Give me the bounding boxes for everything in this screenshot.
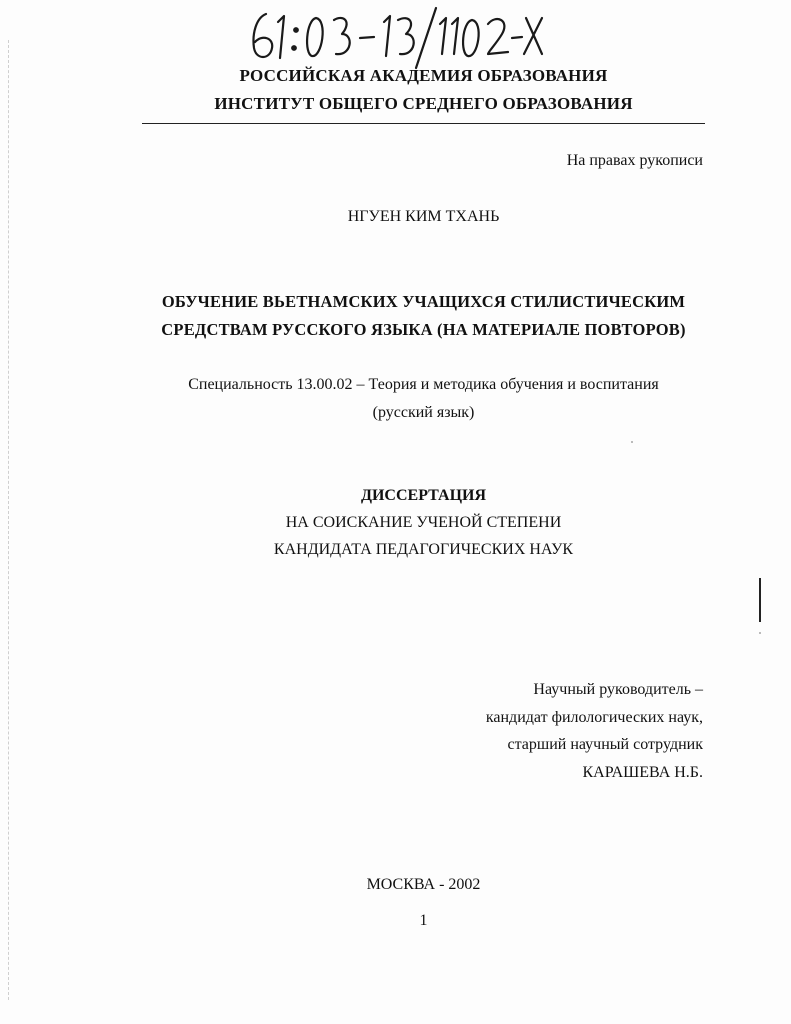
- supervisor-position: старший научный сотрудник: [507, 736, 703, 753]
- scan-dot: [759, 632, 761, 634]
- supervisor-name: КАРАШЕВА Н.Б.: [582, 764, 703, 781]
- supervisor-degree: кандидат филологических наук,: [485, 709, 703, 726]
- place-and-year: МОСКВА - 2002: [366, 876, 481, 893]
- handwritten-stamp: [244, 4, 544, 70]
- header-divider: [142, 123, 705, 124]
- academy-name: РОССИЙСКАЯ АКАДЕМИЯ ОБРАЗОВАНИЯ: [239, 66, 608, 85]
- degree-line-2: КАНДИДАТА ПЕДАГОГИЧЕСКИХ НАУК: [273, 541, 574, 558]
- specialty-line-2: (русский язык): [372, 404, 475, 421]
- scan-right-mark: [759, 578, 761, 622]
- author-name: НГУЕН КИМ ТХАНЬ: [347, 208, 500, 225]
- degree-line-1: НА СОИСКАНИЕ УЧЕНОЙ СТЕПЕНИ: [285, 514, 562, 531]
- institute-name: ИНСТИТУТ ОБЩЕГО СРЕДНЕГО ОБРАЗОВАНИЯ: [214, 94, 633, 113]
- dissertation-heading: ДИССЕРТАЦИЯ: [360, 487, 487, 504]
- thesis-title-line-2: СРЕДСТВАМ РУССКОГО ЯЗЫКА (НА МАТЕРИАЛЕ ПОВТОРОВ): [161, 320, 686, 339]
- specialty-line-1: Специальность 13.00.02 – Теория и методика обучения и воспитания: [188, 376, 659, 393]
- thesis-title-line-1: ОБУЧЕНИЕ ВЬЕТНАМСКИХ УЧАЩИХСЯ СТИЛИСТИЧЕСКИМ: [161, 292, 686, 311]
- scan-dot: [631, 441, 633, 443]
- manuscript-rights-note: На правах рукописи: [566, 152, 703, 169]
- supervisor-role: Научный руководитель –: [533, 681, 703, 698]
- page-number: 1: [419, 912, 428, 929]
- scan-left-edge: [8, 40, 9, 1000]
